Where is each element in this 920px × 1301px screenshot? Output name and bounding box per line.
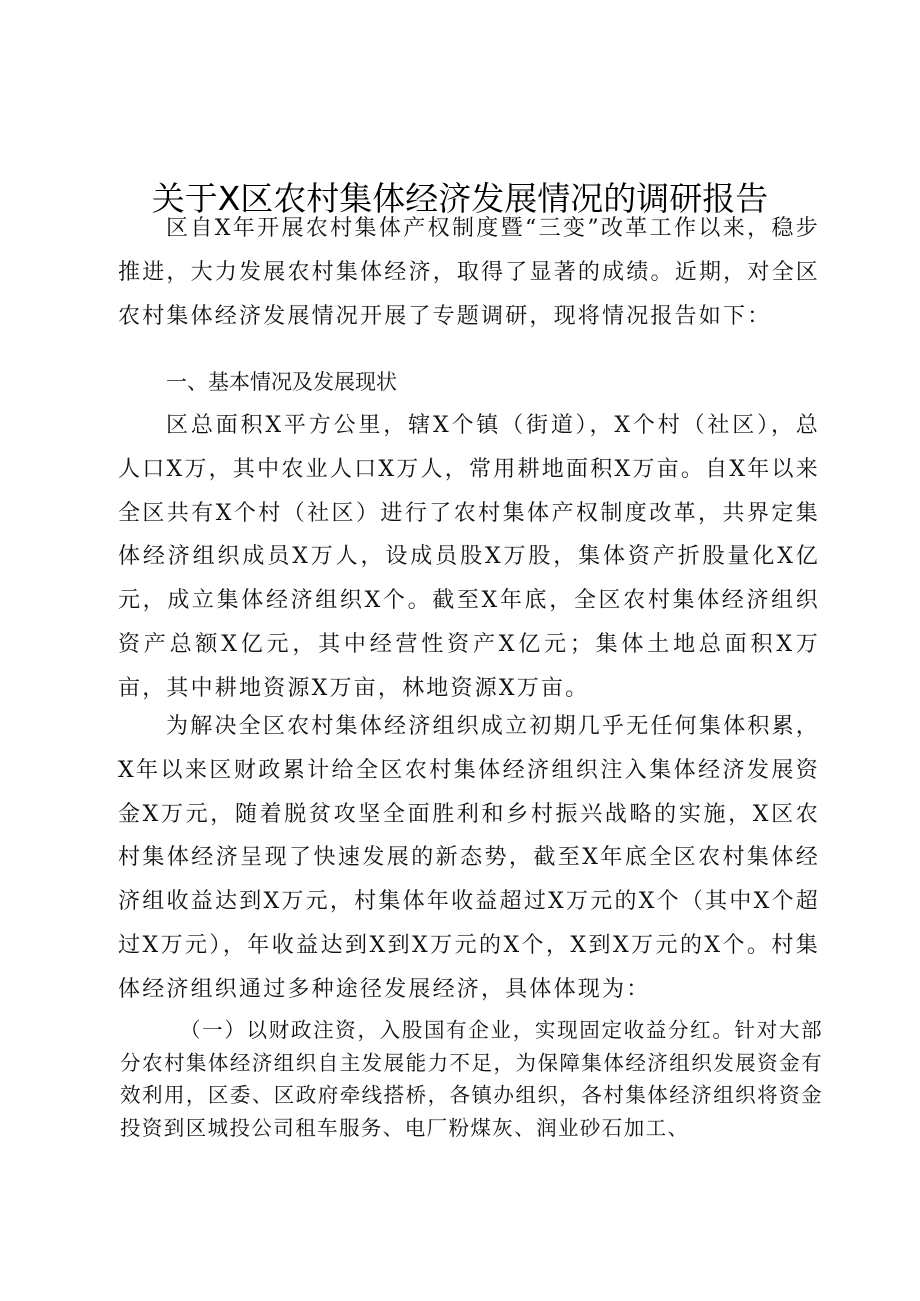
section-heading: 一、基本情况及发展现状 [166, 370, 397, 394]
body-paragraph: 为解决全区农村集体经济组织成立初期几乎无任何集体积累，X年以来区财政累计给全区农村集体经济组织注入集体经济发展资金X万元，随着脱贫攻坚全面胜利和乡村振兴战略的实施，X区农村集体经济呈现了快速发展的新态势，截至X年底全区农村集体经济组收益达到X万元，村集体年收益超过X万元的X个（其中X个超过X万元），年收益达到X到X万元的X个，X到X万元的X个。村集体经济组织通过多种途径发展经济，具体体现为： [118, 714, 820, 1002]
subsection-paragraph: （一）以财政注资，入股国有企业，实现固定收益分红。针对大部分农村集体经济组织自主发展能力不足，为保障集体经济组织发展资金有效利用，区委、区政府牵线搭桥，各镇办组织，各村集体经济组织将资金投资到区城投公司租车服务、电厂粉煤灰、润业砂石加工、 [120, 1018, 823, 1140]
intro-paragraph: 区自X年开展农村集体产权制度暨“三变”改革工作以来，稳步推进，大力发展农村集体经济，取得了显著的成绩。近期，对全区农村集体经济发展情况开展了专题调研，现将情况报告如下： [118, 216, 820, 329]
body-paragraph: 区总面积X平方公里，辖X个镇（街道），X个村（社区），总人口X万，其中农业人口X万人，常用耕地面积X万亩。自X年以来全区共有X个村（社区）进行了农村集体产权制度改革，共界定集体经济组织成员X万人，设成员股X万股，集体资产折股量化X亿元，成立集体经济组织X个。截至X年底，全区农村集体经济组织资产总额X亿元，其中经营性资产X亿元；集体土地总面积X万亩，其中耕地资源X万亩，林地资源X万亩。 [118, 413, 820, 701]
document-title: 关于X区农村集体经济发展情况的调研报告 [151, 179, 769, 218]
